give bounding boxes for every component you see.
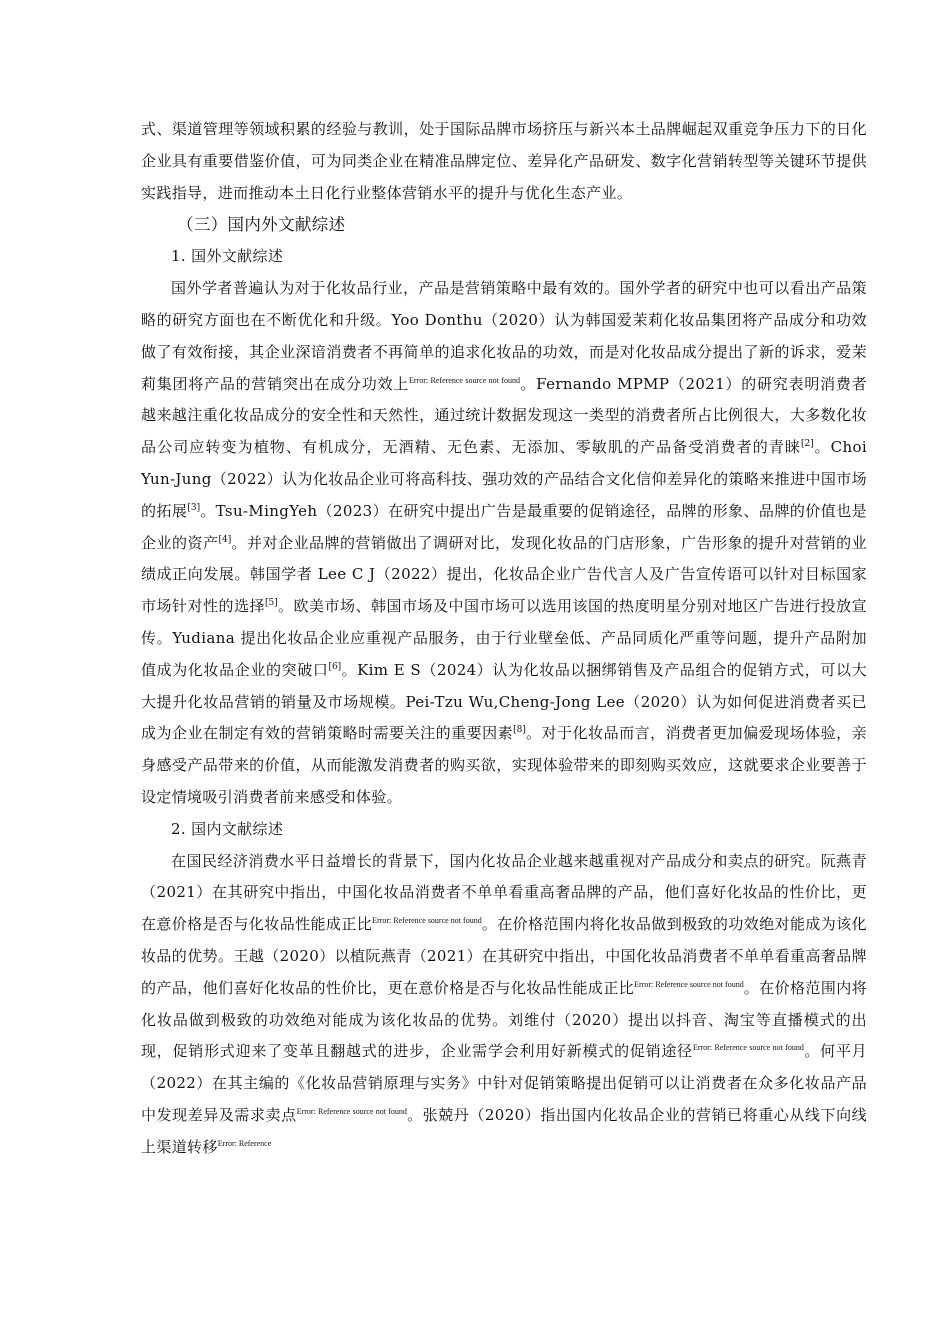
citation-ref: [2]	[801, 439, 814, 450]
citation-ref: [8]	[513, 725, 526, 736]
domestic-review-paragraph: 在国民经济消费水平日益增长的背景下，国内化妆品企业越来越重视对产品成分和卖点的研究。阮燕青（2021）在其研究中指出，中国化妆品消费者不单单看重高奢品牌的产品，他们喜好化妆品的性价比，更在意价格是否与化妆品性能成正比$^{Error: Reference source not found}$。在价格范围内将化妆品做到极致的功效绝对能成为该化妆品的优势。王越（2020）以植阮燕青（2021）在其研究中指出，中国化妆品消费者不单单看重高奢品牌的产品，他们喜好化妆品的性价比，更在意价格是否与化妆品性能成正比$^{Error: Reference source not found}$。在价格范围内将化妆品做到极致的功效绝对能成为该化妆品的优势。刘维付（2020）提出以抖音、淘宝等直播模式的出现，促销形式迎来了变革且翻越式的进步，企业需学会利用好新模式的促销途径$^{Error: Reference source not found}$。何平月（2022）在其主编的《化妆品营销原理与实务》中针对促销策略提出促销可以让消费者在众多化妆品产品中发现差异及需求卖点$^{Error: Reference source not found}$。张兢丹（2020）指出国内化妆品企业的营销已将重心从线下向线上渠道转移$^{Error: Reference}$	[141, 851, 867, 1156]
document-body	[141, 114, 867, 1164]
citation-ref: [6]	[328, 661, 342, 672]
citation-ref: [5]	[265, 598, 278, 609]
citation-error: Error: Reference	[217, 1138, 272, 1148]
citation-ref: [4]	[218, 534, 232, 545]
section-heading-literature-review: （三）国内外文献综述	[177, 215, 346, 235]
citation-error: Error: Reference source not found	[692, 1043, 804, 1053]
citation-error: Error: Reference source not found	[409, 375, 520, 385]
foreign-review-paragraph: 国外学者普遍认为对于化妆品行业，产品是营销策略中最有效的。国外学者的研究中也可以看出产品策略的研究方面也在不断优化和升级。Yoo Donthu（2020）认为韩国爱茉莉化妆品集团将产品成分和功效做了有效衔接，其企业深谙消费者不再简单的追求化妆品的功效，而是对化妆品成分提出了新的诉求，爱茉莉集团将产品的营销突出在成分功效上$^{Error: Reference source not found}$。Fernando MPMP（2021）的研究表明消费者越来越注重化妆品成分的安全性和天然性，通过统计数据发现这一类型的消费者所占比例很大，大多数化妆品公司应转变为植物、有机成分，无酒精、无色素、无添加、零敏肌的产品备受消费者的青睐[2]。Choi Yun-Jung（2022）认为化妆品企业可将高科技、强功效的产品结合文化信仰差异化的策略来推进中国市场的拓展[3]。Tsu-MingYeh（2023）在研究中提出广告是最重要的促销途径，品牌的形象、品牌的价值也是企业的资产[4]。并对企业品牌的营销做出了调研对比，发现化妆品的门店形象，广告形象的提升对营销的业绩成正向发展。韩国学者 Lee C J（2022）提出，化妆品企业广告代言人及广告宣传语可以针对目标国家市场针对性的选择[5]。欧美市场、韩国市场及中国市场可以选用该国的热度明星分别对地区广告进行投放宣传。Yudiana 提出化妆品企业应重视产品服务，由于行业壁垒低、产品同质化严重等问题，提升产品附加值成为化妆品企业的突破口[6]。Kim E S（2024）认为化妆品以捆绑销售及产品组合的促销方式，可以大大提升化妆品营销的销量及市场规模。Pei-Tzu Wu,Cheng-Jong Lee（2020）认为如何促进消费者买已成为企业在制定有效的营销策略时需要关注的重要因素[8]。对于化妆品而言，消费者更加偏爱现场体验，亲身感受产品带来的价值，从而能激发消费者的购买欲，实现体验带来的即刻购买效应，这就要求企业要善于设定情境吸引消费者前来感受和体验。	[141, 279, 868, 806]
intro-continuation-paragraph: 式、渠道管理等领域积累的经验与教训，处于国际品牌市场挤压与新兴本土品牌崛起双重竞争压力下的日化企业具有重要借鉴价值，可为同类企业在精准品牌定位、差异化产品研发、数字化营销转型等关键环节提供实践指导，进而推动本土日化行业整体营销水平的提升与优化生态产业。	[141, 120, 867, 202]
domestic-review-heading: 2. 国内文献综述	[171, 819, 284, 838]
citation-error: Error: Reference source not found	[296, 1106, 407, 1116]
citation-error: Error: Reference source not found	[634, 979, 744, 989]
foreign-review-heading: 1. 国外文献综述	[171, 247, 284, 266]
citation-ref: [3]	[187, 502, 201, 513]
citation-error: Error: Reference source not found	[372, 916, 482, 926]
